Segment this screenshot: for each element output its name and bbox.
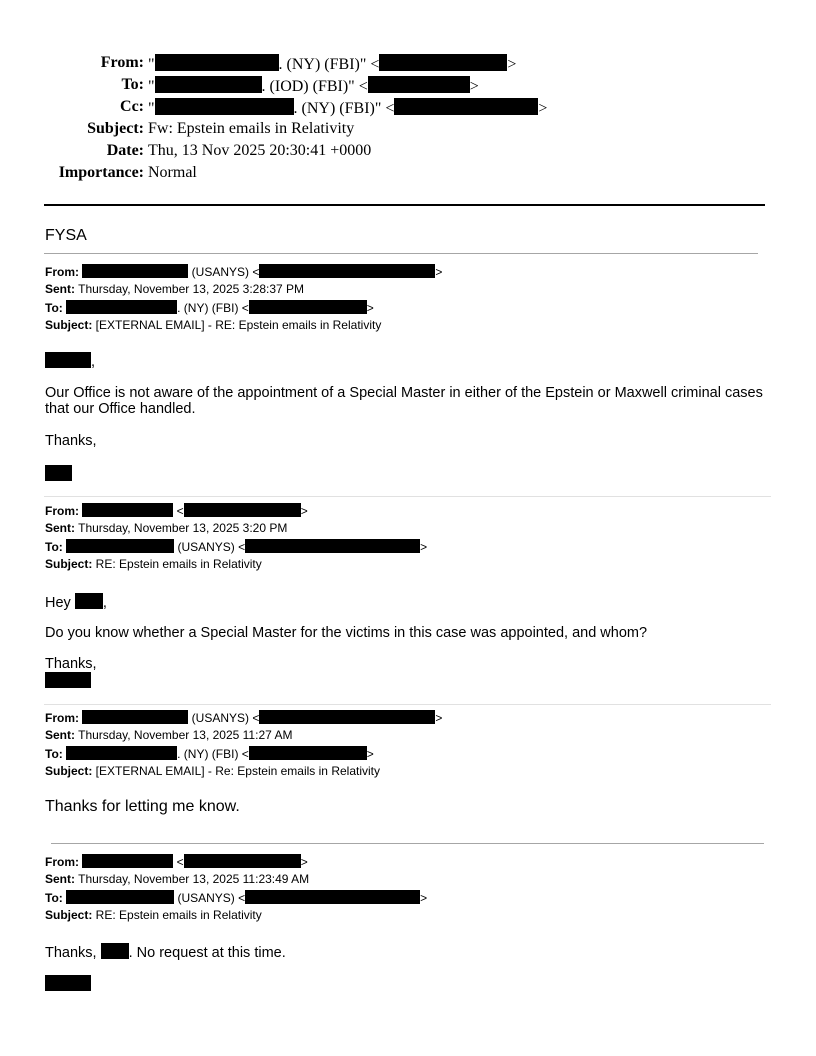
msg3-to-line: To: . (NY) (FBI) < >	[45, 747, 374, 761]
msg3-subject-line: Subject: [EXTERNAL EMAIL] - Re: Epstein emails in Relativity	[45, 764, 380, 778]
header-to-value: . (IOD) (FBI)" <	[261, 78, 368, 95]
redaction-block	[368, 76, 470, 93]
msg2-sent-line: Sent: Thursday, November 13, 2025 3:20 PM	[45, 521, 288, 535]
header-subject-label: Subject:	[87, 120, 144, 137]
header-from-label: From:	[100, 54, 144, 71]
header-divider	[44, 204, 765, 206]
msg3-from-line: From: (USANYS) < >	[45, 711, 443, 725]
header-importance-value: Normal	[148, 164, 197, 181]
message-divider	[44, 704, 771, 705]
msg1-closing: Thanks,	[45, 433, 97, 449]
redaction-block	[45, 352, 91, 368]
angle-close: >	[469, 78, 479, 95]
msg2-from-line: From: < >	[45, 504, 308, 518]
msg3-body: Thanks for letting me know.	[45, 798, 240, 815]
msg4-subject-line: Subject: RE: Epstein emails in Relativity	[45, 908, 262, 922]
redaction-block	[66, 300, 177, 314]
message-divider	[44, 496, 771, 497]
header-date-value: Thu, 13 Nov 2025 20:30:41 +0000	[148, 142, 372, 159]
msg3-sent-line: Sent: Thursday, November 13, 2025 11:27 AM	[45, 728, 293, 742]
redaction-block	[82, 710, 188, 724]
msg2-closing: Thanks,	[45, 656, 97, 672]
quote: "	[148, 56, 155, 73]
message-divider	[51, 843, 764, 844]
redaction-block	[184, 854, 301, 868]
redaction-block	[75, 593, 103, 609]
redaction-block	[66, 539, 174, 553]
header-subject-value: Fw: Epstein emails in Relativity	[148, 120, 355, 137]
redaction-block	[394, 98, 538, 115]
header-date-label: Date:	[106, 142, 144, 159]
msg4-from-line: From: < >	[45, 855, 308, 869]
redaction-block	[82, 854, 173, 868]
redaction-block	[155, 98, 294, 115]
msg1-from-line: From: (USANYS) < >	[45, 265, 443, 279]
redaction-block	[259, 264, 435, 278]
message-divider	[44, 253, 758, 254]
header-from-value: . (NY) (FBI)" <	[278, 56, 380, 73]
redaction-block	[184, 503, 301, 517]
msg2-body: Do you know whether a Special Master for the victims in this case was appointed, and whom?	[45, 625, 648, 641]
signature-redaction	[45, 465, 72, 481]
msg2-to-line: To: (USANYS) < >	[45, 540, 428, 554]
redaction-block	[249, 746, 367, 760]
header-importance-label: Importance:	[58, 164, 144, 181]
msg4-sent-line: Sent: Thursday, November 13, 2025 11:23:49 AM	[45, 872, 310, 886]
redaction-block	[66, 746, 177, 760]
redaction-block	[66, 890, 174, 904]
angle-close: >	[507, 56, 517, 73]
redaction-block	[259, 710, 435, 724]
msg4-to-line: To: (USANYS) < >	[45, 891, 428, 905]
msg2-subject-line: Subject: RE: Epstein emails in Relativity	[45, 557, 262, 571]
quote: "	[148, 78, 155, 95]
redaction-block	[155, 76, 262, 93]
signature-redaction	[45, 672, 91, 688]
redaction-block	[245, 539, 420, 553]
msg1-subject-line: Subject: [EXTERNAL EMAIL] - RE: Epstein emails in Relativity	[45, 318, 382, 332]
angle-close: >	[538, 100, 548, 117]
msg1-to-line: To: . (NY) (FBI) < >	[45, 301, 374, 315]
redaction-block	[379, 54, 507, 71]
signature-redaction	[45, 975, 91, 991]
header-cc-label: Cc:	[120, 98, 144, 115]
header-cc-value: . (NY) (FBI)" <	[293, 100, 395, 117]
header-to-label: To:	[121, 76, 144, 93]
redaction-block	[249, 300, 367, 314]
msg4-body: Thanks, . No request at this time.	[45, 945, 286, 961]
redaction-block	[245, 890, 420, 904]
redaction-block	[82, 503, 173, 517]
redaction-block	[82, 264, 188, 278]
msg1-greeting: ,	[45, 352, 95, 370]
redaction-block	[101, 943, 129, 959]
intro-text: FYSA	[45, 227, 87, 244]
msg2-greeting: Hey ,	[45, 595, 107, 611]
msg1-sent-line: Sent: Thursday, November 13, 2025 3:28:37 PM	[45, 282, 305, 296]
msg1-body: Our Office is not aware of the appointment of a Special Master in either of the Epstein or Maxwell criminal cases that our Office handled.	[45, 385, 763, 417]
quote: "	[148, 100, 155, 117]
redaction-block	[155, 54, 279, 71]
